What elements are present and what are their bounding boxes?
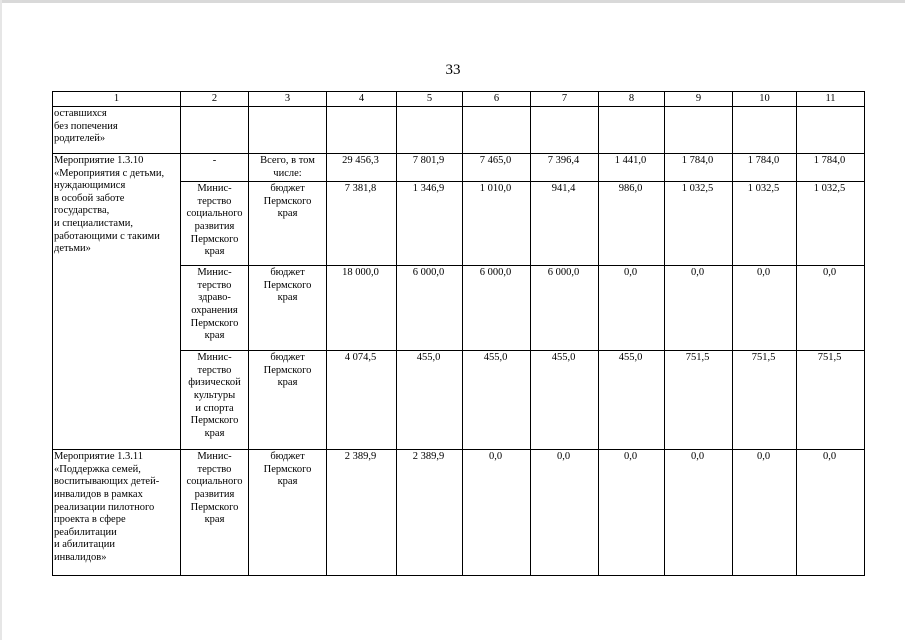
value-cell: 6 000,0 (463, 266, 531, 351)
column-number: 9 (665, 92, 733, 107)
column-number-row (53, 92, 865, 107)
value-cell: 2 389,9 (327, 450, 397, 576)
executor-cell: Минис- терство социального развития Пермского края (186, 451, 243, 526)
financing-table (52, 91, 865, 576)
column-number: 2 (181, 92, 249, 107)
value-cell: 1 032,5 (733, 182, 797, 266)
value-cell: 751,5 (665, 351, 733, 450)
value-cell: 0,0 (797, 266, 865, 351)
value-cell: 1 784,0 (733, 154, 797, 182)
value-cell: 0,0 (733, 266, 797, 351)
value-cell: 0,0 (665, 450, 733, 576)
value-cell: 455,0 (463, 351, 531, 450)
measure-1-3-10-total-row (53, 154, 865, 182)
value-cell: 7 381,8 (327, 182, 397, 266)
value-cell: 455,0 (397, 351, 463, 450)
column-number: 10 (733, 92, 797, 107)
scan-edge-left (0, 0, 2, 640)
value-cell: 941,4 (531, 182, 599, 266)
value-cell: 6 000,0 (531, 266, 599, 351)
value-cell: 1 346,9 (397, 182, 463, 266)
value-cell: 1 032,5 (665, 182, 733, 266)
value-cell: 1 441,0 (599, 154, 665, 182)
value-cell: 7 465,0 (463, 154, 531, 182)
value-cell: 1 032,5 (797, 182, 865, 266)
value-cell: 4 074,5 (327, 351, 397, 450)
value-cell: 1 784,0 (797, 154, 865, 182)
measure-1-3-11-row (53, 450, 865, 576)
page-number: 33 (445, 62, 461, 78)
source-cell: бюджет Пермского края (263, 352, 312, 389)
column-number: 8 (599, 92, 665, 107)
executor-cell: Минис- терство физической культуры и спорта Пермского края (188, 352, 241, 439)
column-number: 4 (327, 92, 397, 107)
executor-cell: - (181, 154, 249, 182)
value-cell: 1 784,0 (665, 154, 733, 182)
measure-1-3-11-title: Мероприятие 1.3.11 «Поддержка семей, воспитывающих детей- инвалидов в рамках реализации пилотного проекта в сфере реабилитации и абилитации инвалидов» (54, 451, 160, 563)
source-cell: бюджет Пермского края (263, 183, 312, 220)
value-cell: 0,0 (599, 266, 665, 351)
value-cell: 6 000,0 (397, 266, 463, 351)
value-cell: 0,0 (797, 450, 865, 576)
value-cell: 751,5 (733, 351, 797, 450)
value-cell: 18 000,0 (327, 266, 397, 351)
value-cell: 0,0 (599, 450, 665, 576)
value-cell: 0,0 (733, 450, 797, 576)
value-cell: 455,0 (531, 351, 599, 450)
continuation-text: оставшихся без попечения родителей» (54, 108, 118, 145)
measure-1-3-10-title: Мероприятие 1.3.10 «Мероприятия с детьми, нуждающимися в особой заботе государства, и специалистами, работающими с такими детьми» (54, 155, 165, 255)
scan-edge-top (0, 0, 905, 3)
source-cell: бюджет Пермского края (263, 267, 312, 304)
value-cell: 986,0 (599, 182, 665, 266)
executor-cell: Минис- терство социального развития Пермского края (186, 183, 243, 258)
column-number: 7 (531, 92, 599, 107)
value-cell: 751,5 (797, 351, 865, 450)
value-cell: 0,0 (665, 266, 733, 351)
value-cell: 0,0 (531, 450, 599, 576)
value-cell: 0,0 (463, 450, 531, 576)
continuation-row (53, 107, 865, 154)
value-cell: 7 396,4 (531, 154, 599, 182)
column-number: 6 (463, 92, 531, 107)
column-number: 11 (797, 92, 865, 107)
executor-cell: Минис- терство здраво- охранения Пермского края (190, 267, 239, 342)
column-number: 1 (53, 92, 181, 107)
column-number: 3 (249, 92, 327, 107)
value-cell: 455,0 (599, 351, 665, 450)
source-cell: бюджет Пермского края (263, 451, 312, 488)
value-cell: 29 456,3 (327, 154, 397, 182)
value-cell: 7 801,9 (397, 154, 463, 182)
column-number: 5 (397, 92, 463, 107)
source-cell: Всего, в том числе: (260, 155, 315, 179)
value-cell: 2 389,9 (397, 450, 463, 576)
value-cell: 1 010,0 (463, 182, 531, 266)
